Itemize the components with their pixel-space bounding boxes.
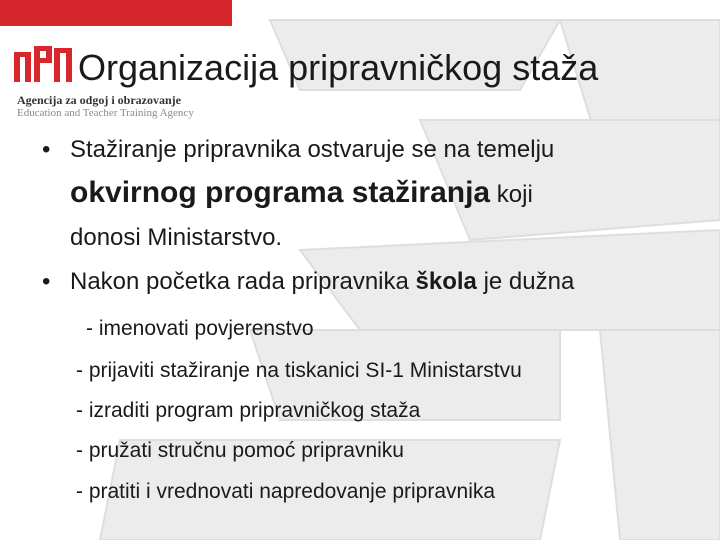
slide-title: Organizacija pripravničkog staža — [78, 47, 599, 88]
bullet-point-icon: • — [42, 268, 51, 295]
agency-name — [17, 93, 194, 120]
agency-logo-icon — [14, 44, 78, 84]
bullet-point-icon: • — [42, 136, 51, 163]
agency-name-english: Education and Teacher Training Agency — [17, 107, 194, 119]
bullet-1-line-2 — [70, 178, 533, 210]
bullet-2-before: Nakon početka rada pripravnika — [70, 268, 416, 295]
agency-name-croatian: Agencija za odgoj i obrazovanje — [17, 93, 181, 107]
duty-item: - imenovati povjerenstvo — [86, 317, 314, 340]
duty-item: - izraditi program pripravničkog staža — [76, 399, 421, 422]
school-emphasis: škola — [415, 268, 477, 295]
duty-item: - pružati stručnu pomoć pripravniku — [76, 439, 404, 462]
bullet-1-line-1: Stažiranje pripravnika ostvaruje se na temelju — [70, 136, 555, 163]
duty-item: - prijaviti stažiranje na tiskanici SI-1 Ministarstvu — [76, 359, 522, 382]
bullet-1-line-2-rest: koji — [490, 181, 533, 208]
top-brand-bar — [0, 0, 232, 26]
duty-item: - pratiti i vrednovati napredovanje pripravnika — [76, 480, 496, 503]
bullet-2-after: je dužna — [476, 268, 575, 295]
bullet-2-text — [70, 267, 574, 297]
program-emphasis: okvirnog programa stažiranja — [70, 176, 491, 209]
bullet-1-line-3: donosi Ministarstvo. — [70, 224, 283, 251]
